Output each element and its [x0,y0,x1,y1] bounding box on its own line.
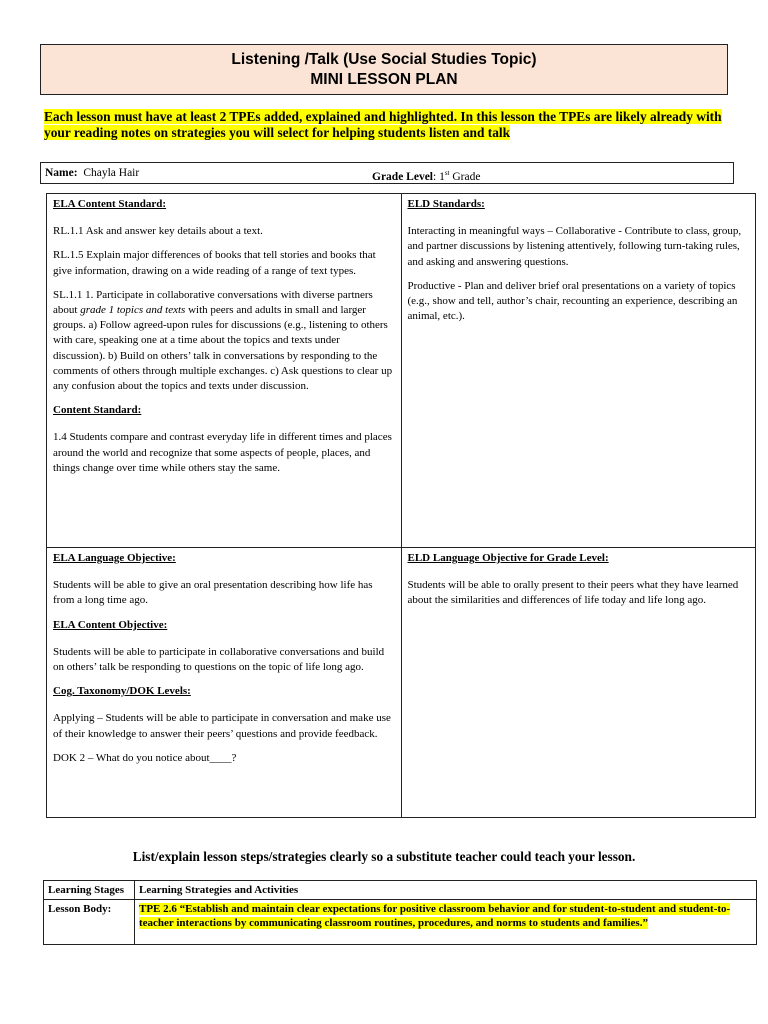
learning-strategies-header: Learning Strategies and Activities [135,881,757,900]
ela-objectives-cell [47,548,402,818]
ela-language-objective-text: Students will be able to give an oral presentation describing how life has from a long time ago. [53,579,373,607]
eld-interacting-text: Interacting in meaningful ways – Collaborative - Contribute to class, group, and partner discussions by listening attentively, following turn-taking rules, and asking and answering questions. [407,225,742,268]
standard-rl-1-5: RL.1.5 Explain major differences of books that tell stories and books that give information, drawing on a wide reading of a range of text types. [53,249,376,277]
lesson-steps-instruction: List/explain lesson steps/strategies clearly so a substitute teacher could teach your lesson. [132,849,636,864]
instructions-note [44,109,726,141]
standards-row [47,194,756,548]
eld-objective-cell [401,548,756,818]
standard-rl-1-1: RL.1.1 Ask and answer key details about a text. [53,225,263,238]
ela-content-objective-text: Students will be able to participate in collaborative conversations and build on others’ talk be responding to questions on the topic of life long ago. [53,645,385,674]
eld-standards-cell [401,194,756,548]
grade-field [372,163,480,187]
learning-stages-header: Learning Stages [44,881,135,900]
name-field [45,163,139,183]
grade-label: Grade Level [372,170,433,183]
lesson-body-label: Lesson Body: [44,900,135,945]
grade-sup: st [444,169,450,177]
eld-productive-text: Productive - Plan and deliver brief oral presentations on a variety of topics (e.g., show and tell, author’s chair, recounting an experience, describing an animal, etc.). [407,279,738,323]
sl-text-b: with peers and adults in small and larger groups. a) Follow agreed-upon rules for discussions (e.g., listening to others with care, speaking one at a time about the topics and texts under discussion). b) Build on others’ talk in conversations by responding to the comments of others through multiple exchanges. c) Ask questions to clear up any confusion about the topics and texts under discussion. [53,304,393,393]
grade-value: Grade [449,170,481,183]
lesson-body-cell [135,900,757,945]
standard-sl-1-1 [53,288,395,394]
eld-language-objective-heading: ELD Language Objective for Grade Level: [407,552,609,564]
content-standard-1-4: 1.4 Students compare and contrast everyday life in different times and places around the world and recognize that some aspects of people, places, and things change over time while others stay the same. [53,431,392,474]
sl-text-a: SL.1.1 1. Participate in collaborative conversations with diverse partners about [53,288,373,317]
ela-content-objective-heading: ELA Content Objective: [53,618,168,631]
eld-language-objective-text: Students will be able to orally present to their peers what they have learned about the similarities and differences of life today and life long ago. [407,579,739,607]
objectives-row [47,548,756,818]
dok-text: DOK 2 – What do you notice about____? [53,751,237,764]
lesson-title: Listening /Talk (Use Social Studies Topic) [231,51,537,68]
content-standard-heading: Content Standard: [53,404,142,417]
lesson-title-box [40,44,728,95]
lesson-body-row [44,900,757,945]
standards-objectives-table [46,193,756,818]
cog-taxonomy-heading: Cog. Taxonomy/DOK Levels: [53,685,191,698]
grade-sep: : 1 [433,170,445,183]
instructions-text: Each lesson must have at least 2 TPEs added, explained and highlighted. In this lesson the TPEs are likely already with your reading notes on strategies you will select for helping students listen and talk [44,109,722,140]
cog-taxonomy-text: Applying – Students will be able to participate in conversation and make use of their knowledge to answer their peers’ questions and provide feedback. [53,712,391,740]
tpe-2-6-text: TPE 2.6 “Establish and maintain clear expectations for positive classroom behavior and for student-to-student and student-to-teacher interactions by communicating classroom routines, procedures, and norms to students and families.” [139,903,731,929]
ela-language-objective-heading: ELA Language Objective: [53,552,176,564]
sl-text-italic: grade 1 topics and texts [80,304,186,317]
ela-standards-cell [47,194,402,548]
lesson-steps-table [43,880,757,945]
ela-standard-heading: ELA Content Standard: [53,198,167,210]
lesson-subtitle: MINI LESSON PLAN [310,71,458,88]
name-label: Name: [45,167,78,179]
eld-standards-heading: ELD Standards: [407,198,485,210]
steps-header-row [44,881,757,900]
info-bar [40,162,734,184]
name-value: Chayla Hair [83,167,140,179]
